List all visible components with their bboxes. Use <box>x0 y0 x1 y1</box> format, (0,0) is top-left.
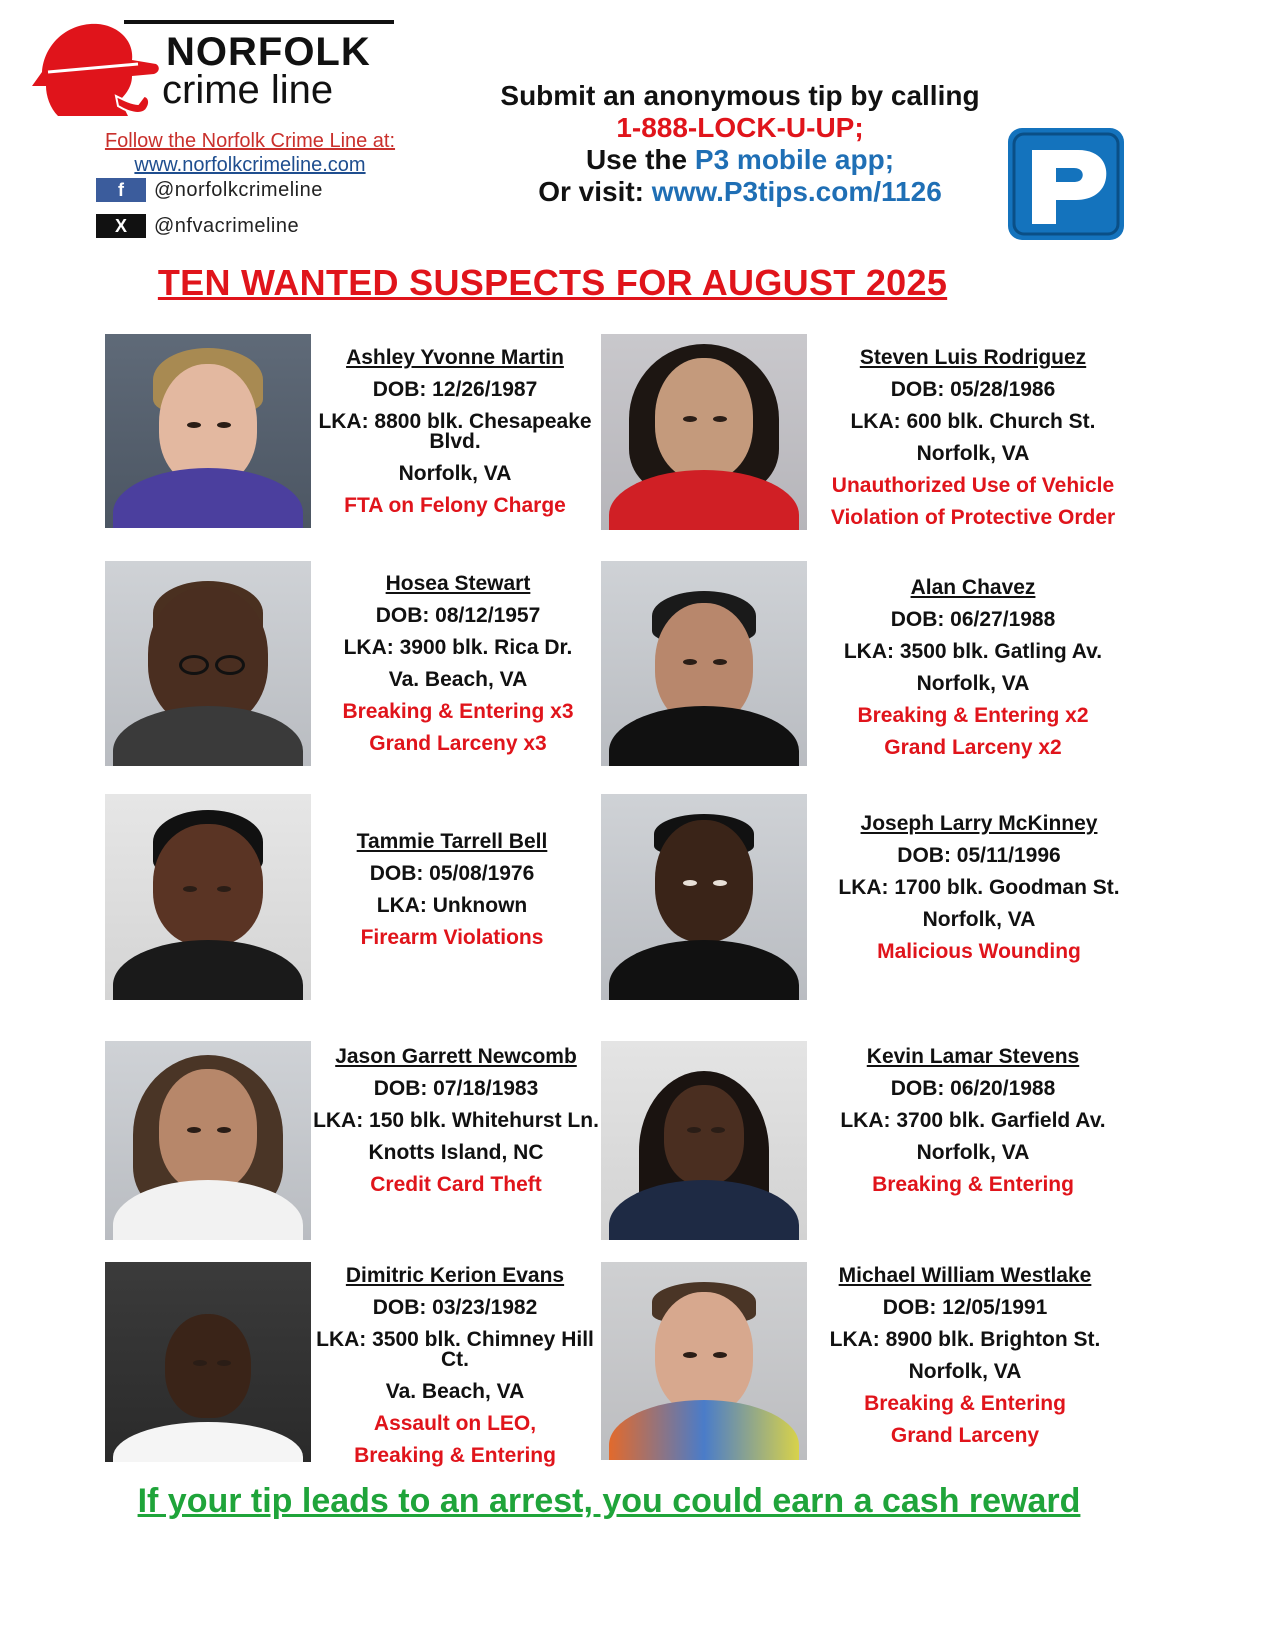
x-handle[interactable]: @nfvacrimeline <box>154 214 300 237</box>
suspect-lka: LKA: 3900 blk. Rica Dr. <box>343 636 573 659</box>
suspect-charge: Breaking & Entering <box>354 1444 556 1467</box>
suspect-info <box>310 1260 600 1472</box>
norfolk-crime-line-logo <box>28 16 398 124</box>
suspect-lka: LKA: 150 blk. Whitehurst Ln. <box>313 1109 599 1132</box>
suspect-charge: Breaking & Entering <box>872 1173 1074 1196</box>
suspect-city: Va. Beach, VA <box>385 1380 525 1403</box>
suspect-charge: Assault on LEO, <box>373 1412 537 1435</box>
suspect-city: Knotts Island, NC <box>368 1141 544 1164</box>
suspect-city: Norfolk, VA <box>916 672 1030 695</box>
suspect-charge: Grand Larceny <box>890 1424 1040 1447</box>
suspect-lka: LKA: 8900 blk. Brighton St. <box>829 1328 1101 1351</box>
tip-visit-line <box>430 176 1050 208</box>
suspect-name: Joseph Larry McKinney <box>860 812 1098 835</box>
suspect-info <box>310 342 600 522</box>
suspect-dob: DOB: 12/26/1987 <box>372 378 538 401</box>
website-link[interactable]: www.norfolkcrimeline.com <box>134 154 366 176</box>
suspect-name: Michael William Westlake <box>838 1264 1092 1287</box>
suspect-city: Norfolk, VA <box>908 1360 1022 1383</box>
suspect-charge: Breaking & Entering x2 <box>857 704 1089 727</box>
reward-footer: If your tip leads to an arrest, you could earn a cash reward <box>137 1482 1081 1520</box>
tip-use-the: Use the <box>585 144 688 175</box>
facebook-row[interactable] <box>96 178 323 202</box>
page-heading: TEN WANTED SUSPECTS FOR AUGUST 2025 <box>157 262 948 303</box>
tip-phone[interactable]: 1-888-LOCK-U-UP; <box>616 112 864 143</box>
suspect-lka: LKA: Unknown <box>376 894 528 917</box>
suspect-info <box>820 1260 1110 1452</box>
suspect-city: Norfolk, VA <box>916 1141 1030 1164</box>
tip-url[interactable]: www.P3tips.com/1126 <box>651 176 942 207</box>
facebook-icon: f <box>96 178 146 202</box>
suspect-photo <box>105 334 311 528</box>
suspect-photo <box>601 794 807 1000</box>
suspect-lka: LKA: 600 blk. Church St. <box>850 410 1096 433</box>
p3-logo-icon <box>1006 126 1126 242</box>
brand-line-1: NORFOLK <box>166 30 371 74</box>
suspect-charge: Malicious Wounding <box>877 940 1081 963</box>
tip-line-1: Submit an anonymous tip by calling <box>500 80 980 111</box>
suspect-name: Steven Luis Rodriguez <box>859 346 1087 369</box>
x-row[interactable] <box>96 214 299 238</box>
suspect-charge: Grand Larceny x3 <box>369 732 547 755</box>
suspect-charge: Grand Larceny x2 <box>884 736 1062 759</box>
suspect-name: Ashley Yvonne Martin <box>346 346 564 369</box>
suspect-city: Norfolk, VA <box>916 442 1030 465</box>
suspect-dob: DOB: 06/20/1988 <box>890 1077 1056 1100</box>
suspect-charge: Unauthorized Use of Vehicle <box>831 474 1115 497</box>
suspect-info <box>828 342 1118 534</box>
suspect-city: Va. Beach, VA <box>388 668 528 691</box>
suspect-dob: DOB: 05/08/1976 <box>369 862 535 885</box>
suspect-info <box>828 1041 1118 1201</box>
suspect-photo <box>105 794 311 1000</box>
suspect-charge: Violation of Protective Order <box>830 506 1116 529</box>
suspect-charge: FTA on Felony Charge <box>344 494 566 517</box>
suspect-charge: Credit Card Theft <box>370 1173 542 1196</box>
suspect-name: Jason Garrett Newcomb <box>335 1045 577 1068</box>
suspect-name: Dimitric Kerion Evans <box>345 1264 565 1287</box>
suspect-charge: Breaking & Entering x3 <box>342 700 574 723</box>
suspect-photo <box>601 1262 807 1460</box>
suspect-photo <box>105 1262 311 1462</box>
suspect-dob: DOB: 12/05/1991 <box>882 1296 1048 1319</box>
suspect-photo <box>601 334 807 530</box>
detective-silhouette-icon <box>28 16 168 124</box>
suspect-name: Tammie Tarrell Bell <box>356 830 548 853</box>
suspect-lka: LKA: 8800 blk. Chesapeake Blvd. <box>318 410 592 453</box>
suspect-photo <box>601 1041 807 1240</box>
suspect-city: Norfolk, VA <box>398 462 512 485</box>
suspect-dob: DOB: 06/27/1988 <box>890 608 1056 631</box>
suspect-city: Norfolk, VA <box>922 908 1036 931</box>
suspect-charge: Firearm Violations <box>360 926 544 949</box>
suspect-dob: DOB: 07/18/1983 <box>373 1077 539 1100</box>
suspect-dob: DOB: 05/28/1986 <box>890 378 1056 401</box>
suspect-photo <box>105 561 311 766</box>
tip-app[interactable]: P3 mobile app; <box>694 144 895 175</box>
suspect-info <box>307 826 597 954</box>
suspect-info <box>313 568 603 760</box>
suspect-info <box>834 808 1124 968</box>
suspect-charge: Breaking & Entering <box>864 1392 1066 1415</box>
tip-app-line <box>430 144 1050 176</box>
suspect-dob: DOB: 08/12/1957 <box>375 604 541 627</box>
suspect-name: Kevin Lamar Stevens <box>866 1045 1080 1068</box>
brand-line-2: crime line <box>162 68 334 112</box>
suspect-name: Alan Chavez <box>910 576 1036 599</box>
suspect-name: Hosea Stewart <box>385 572 531 595</box>
suspect-lka: LKA: 3700 blk. Garfield Av. <box>840 1109 1106 1132</box>
tip-or-visit: Or visit: <box>538 176 645 207</box>
suspect-photo <box>105 1041 311 1240</box>
suspect-lka: LKA: 1700 blk. Goodman St. <box>838 876 1120 899</box>
suspect-dob: DOB: 03/23/1982 <box>372 1296 538 1319</box>
suspect-info <box>311 1041 601 1201</box>
x-icon: X <box>96 214 146 238</box>
suspect-dob: DOB: 05/11/1996 <box>897 844 1061 867</box>
suspect-lka: LKA: 3500 blk. Chimney Hill Ct. <box>316 1328 594 1371</box>
facebook-handle[interactable]: @norfolkcrimeline <box>154 178 323 201</box>
follow-text: Follow the Norfolk Crime Line at: <box>104 130 396 152</box>
suspect-photo <box>601 561 807 766</box>
suspect-info <box>828 572 1118 764</box>
suspect-lka: LKA: 3500 blk. Gatling Av. <box>843 640 1103 663</box>
